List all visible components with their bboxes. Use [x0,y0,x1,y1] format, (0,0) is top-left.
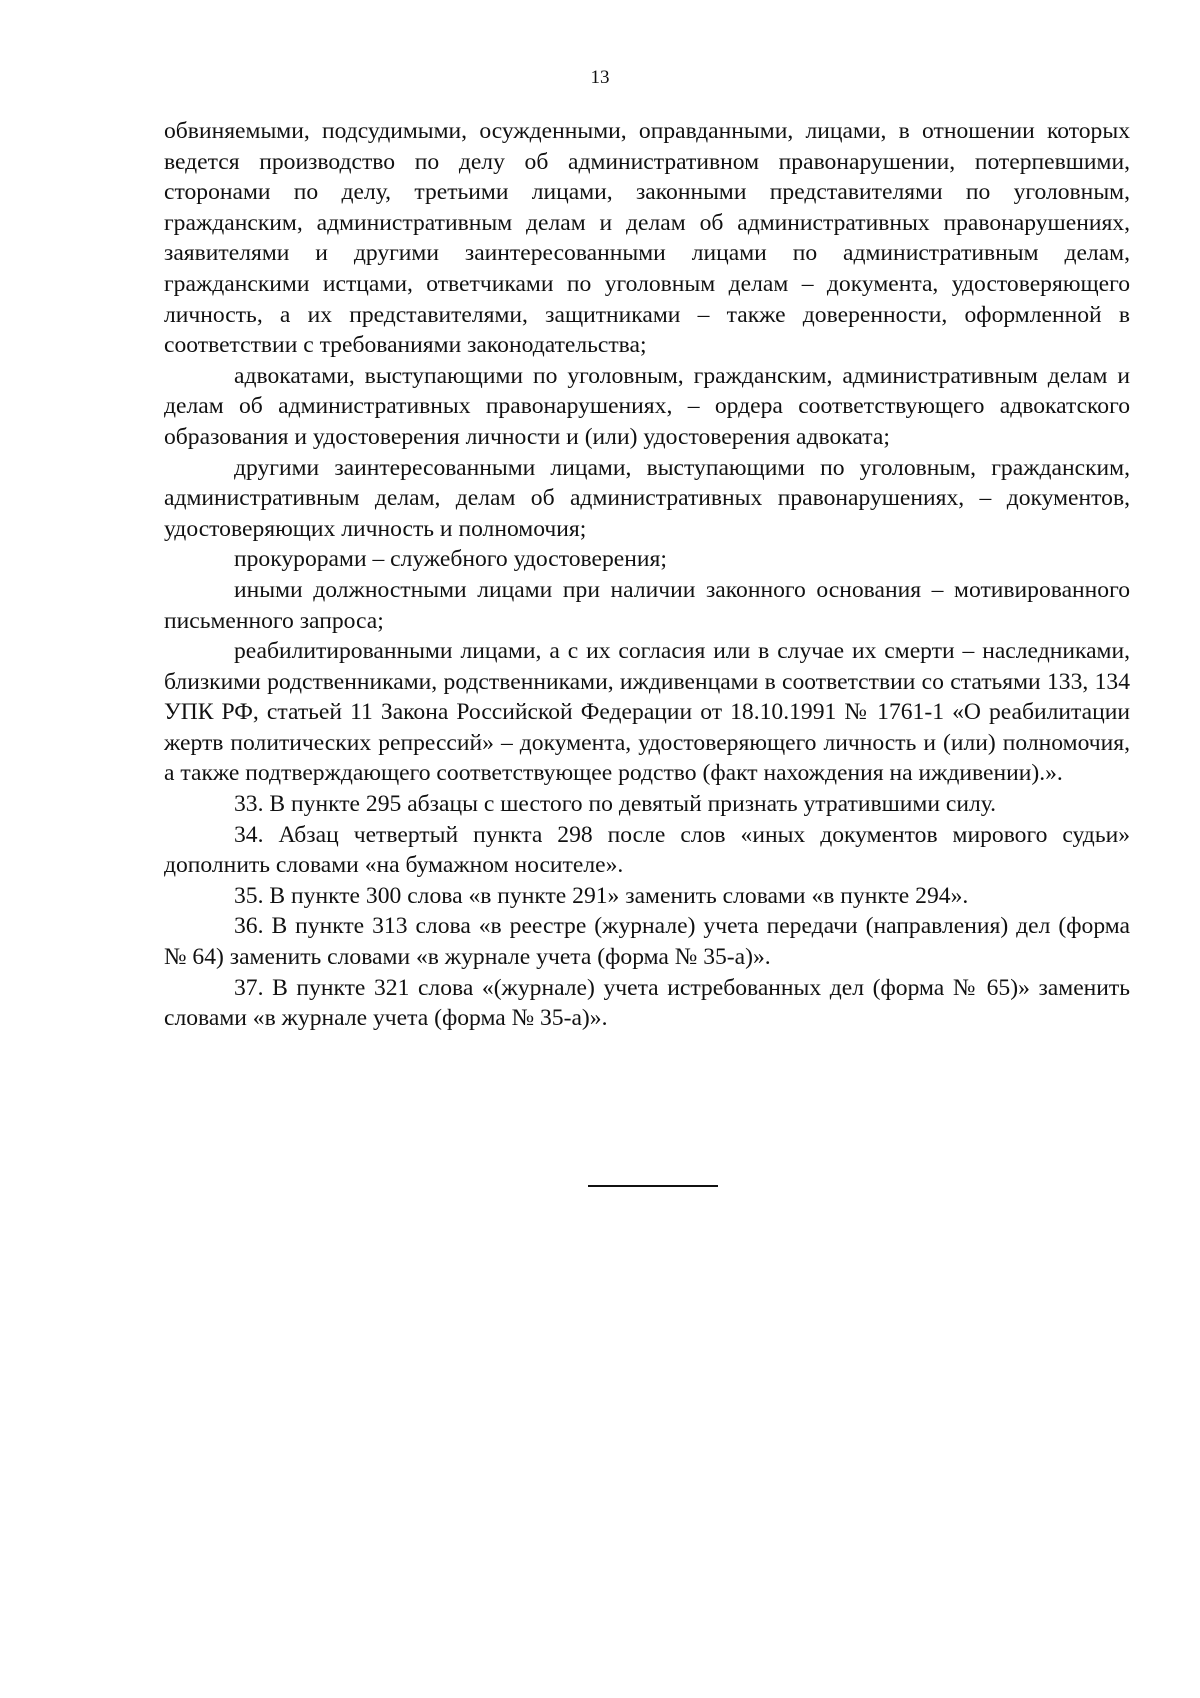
paragraph-item-35: 35. В пункте 300 слова «в пункте 291» заменить словами «в пункте 294». [234,882,969,909]
paragraph-item-36: 36. В пункте 313 слова «в реестре (журнале) учета передачи (направления) дел (форма № 64) заменить словами «в журнале учета (форма № 35-а)». [164,913,1130,971]
paragraph-prosecutors: прокурорами – служебного удостоверения; [234,546,667,573]
paragraph-item-34: 34. Абзац четвертый пункта 298 после слов «иных документов мирового судьи» дополнить словами «на бумажном носителе». [164,821,1130,879]
paragraph-rehabilitated: реабилитированными лицами, а с их согласия или в случае их смерти – наследниками, близкими родственниками, родственниками, иждивенцами в соответствии со статьями 133, 134 УПК РФ, статьей 11 Закона Российской Федерации от 18.10.1991 № 1761-1 «О реабилитации жертв политических репрессий» – документа, удостоверяющего личность и (или) полномочия, а также подтверждающего соответствующее родство (факт нахождения на иждивении).». [164,638,1130,787]
paragraph-advocates: адвокатами, выступающими по уголовным, гражданским, административным делам и делам об административных правонарушениях, – ордера соответствующего адвокатского образования и удостоверения личности и (или) удостоверения адвоката; [164,362,1130,450]
paragraph-item-37: 37. В пункте 321 слова «(журнале) учета истребованных дел (форма № 65)» заменить словами «в журнале учета (форма № 35-а)». [164,974,1130,1032]
document-body [164,116,1130,1034]
closing-rule-divider [588,1185,718,1187]
paragraph-other-persons: другими заинтересованными лицами, выступающими по уголовным, гражданским, административным делам, делам об административных правонарушениях, – документов, удостоверяющих личность и полномочия; [164,454,1130,542]
paragraph-item-33: 33. В пункте 295 абзацы с шестого по девятый признать утратившими силу. [234,791,997,818]
paragraph-continuation: обвиняемыми, подсудимыми, осужденными, оправданными, лицами, в отношении которых ведется производство по делу об административном правонарушении, потерпевшими, сторонами по делу, третьими лицами, законными представителями по уголовным, гражданским, административным делам и делам об административных правонарушениях, заявителями и другими заинтересованными лицами по административным делам, гражданскими истцами, ответчиками по уголовным делам – документа, удостоверяющего личность, а их представителями, защитниками – также доверенности, оформленной в соответствии с требованиями законодательства; [164,118,1130,359]
page-number: 13 [590,67,610,88]
paragraph-officials: иными должностными лицами при наличии законного основания – мотивированного письменного запроса; [164,576,1130,634]
